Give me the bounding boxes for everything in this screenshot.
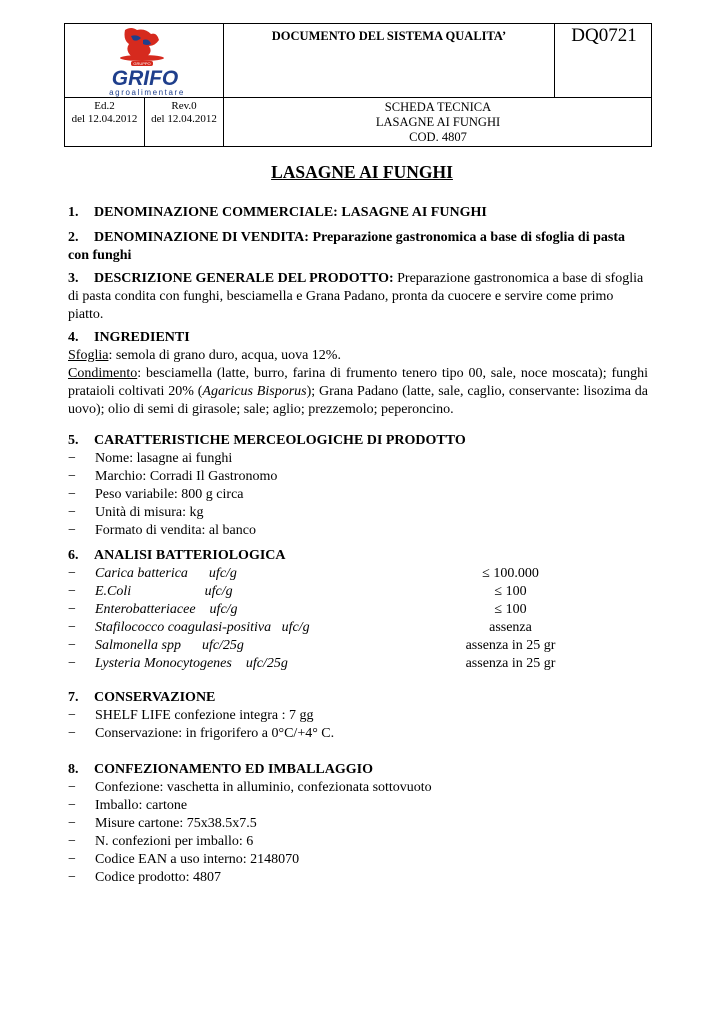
analysis-name: Carica batterica ufc/g xyxy=(95,566,237,581)
page-title: LASAGNE AI FUNGHI xyxy=(271,162,453,182)
section-6 xyxy=(68,547,648,673)
list-item: − Conservazione: in frigorifero a 0°C/+4° C. xyxy=(68,725,648,743)
section-number: 6. xyxy=(68,548,79,563)
edition-number: Ed.2 xyxy=(94,100,115,112)
section-1 xyxy=(68,204,648,222)
table-row: − Enterobatteriacee ufc/g ≤ 100 xyxy=(68,601,648,619)
table-row: − Lysteria Monocytogenes ufc/25g assenza in 25 gr xyxy=(68,655,648,673)
list-item: − Marchio: Corradi Il Gastronomo xyxy=(68,468,648,486)
list-item: − Peso variabile: 800 g circa xyxy=(68,486,648,504)
condimento-label: Condimento xyxy=(68,366,138,381)
condimento-species: Agaricus Bisporus xyxy=(202,384,307,399)
analysis-name: Lysteria Monocytogenes ufc/25g xyxy=(95,656,288,671)
section-3-label: DESCRIZIONE GENERALE DEL PRODOTTO: xyxy=(94,271,394,286)
list-item: − Confezione: vaschetta in alluminio, confezionata sottovuoto xyxy=(68,779,648,797)
scheda-type: SCHEDA TECNICA xyxy=(384,100,492,114)
section-3 xyxy=(68,270,648,324)
list-item: − Codice EAN a uso interno: 2148070 xyxy=(68,851,648,869)
analysis-name: E.Coli ufc/g xyxy=(95,584,233,599)
section-1-text: DENOMINAZIONE COMMERCIALE: LASAGNE AI FUNGHI xyxy=(94,205,487,220)
table-row: − Stafilococco coagulasi-positiva ufc/g assenza xyxy=(68,619,648,637)
section-heading: CONSERVAZIONE xyxy=(94,690,216,705)
section-heading: INGREDIENTI xyxy=(94,330,190,345)
scheda-info xyxy=(224,100,652,145)
analysis-name: Salmonella spp ufc/25g xyxy=(95,638,244,653)
logo-small-text: GRUPPO xyxy=(133,61,151,66)
section-number: 4. xyxy=(68,330,79,345)
section-2-label: DENOMINAZIONE DI VENDITA: xyxy=(94,230,309,245)
analysis-value: assenza xyxy=(489,620,532,635)
analysis-value: ≤ 100 xyxy=(494,584,527,599)
analysis-name: Stafilococco coagulasi-positiva ufc/g xyxy=(95,620,310,635)
list-item: − SHELF LIFE confezione integra : 7 gg xyxy=(68,707,648,725)
list-item: − Formato di vendita: al banco xyxy=(68,522,648,540)
section-2 xyxy=(68,229,648,265)
list-item: − N. confezioni per imballo: 6 xyxy=(68,833,648,851)
condimento-text: : besciamella (latte, burro, farina di frumento tenero tipo 00, sale, noce moscata); funghi prataioli coltivati 20% ( xyxy=(68,366,648,399)
analysis-name: Enterobatteriacee ufc/g xyxy=(95,602,238,617)
scheda-product: LASAGNE AI FUNGHI xyxy=(375,115,501,129)
section-heading: CARATTERISTICHE MERCEOLOGICHE DI PRODOTTO xyxy=(94,433,466,448)
grifo-logo xyxy=(65,24,223,97)
doc-code: DQ0721 xyxy=(571,25,637,46)
table-row: − Salmonella spp ufc/25g assenza in 25 gr xyxy=(68,637,648,655)
list-item: − Imballo: cartone xyxy=(68,797,648,815)
analysis-value: ≤ 100.000 xyxy=(482,566,539,581)
revision-date: del 12.04.2012 xyxy=(151,113,217,125)
section-2-text: Preparazione gastronomica a base di sfoglia di pasta con funghi xyxy=(68,230,625,263)
packaging-list xyxy=(68,779,648,887)
condimento-text-end: ); Grana Padano (latte, sale, caglio, conservante: lisozima da uovo); olio di semi di girasole; sale; aglio; prezzemolo; peperoncino. xyxy=(68,384,649,417)
doc-system-title: DOCUMENTO DEL SISTEMA QUALITA’ xyxy=(271,29,507,43)
sfoglia-text: : semola di grano duro, acqua, uova 12%. xyxy=(108,348,341,363)
section-number: 8. xyxy=(68,762,79,777)
list-item: − Codice prodotto: 4807 xyxy=(68,869,648,887)
section-3-text: Preparazione gastronomica a base di sfoglia di pasta condita con funghi, besciamella e Grana Padano, pronta da cuocere e servire come primo piatto. xyxy=(68,271,644,322)
section-number: 5. xyxy=(68,433,79,448)
section-number: 3. xyxy=(68,271,79,286)
sfoglia-label: Sfoglia xyxy=(68,348,109,363)
conservation-list xyxy=(68,707,648,743)
list-item: − Nome: lasagne ai funghi xyxy=(68,450,648,468)
table-row: − Carica batterica ufc/g ≤ 100.000 xyxy=(68,565,648,583)
section-heading: ANALISI BATTERIOLOGICA xyxy=(94,548,286,563)
section-number: 7. xyxy=(68,690,79,705)
analysis-value: assenza in 25 gr xyxy=(465,638,556,653)
section-5 xyxy=(68,432,648,540)
analysis-value: ≤ 100 xyxy=(494,602,527,617)
section-heading: CONFEZIONAMENTO ED IMBALLAGGIO xyxy=(94,762,373,777)
scheda-code: COD. 4807 xyxy=(409,130,467,144)
logo-subtitle-text: agroalimentare xyxy=(109,88,185,97)
table-row: − E.Coli ufc/g ≤ 100 xyxy=(68,583,648,601)
logo-brand-text: GRIFO xyxy=(111,67,179,90)
section-4 xyxy=(68,329,648,419)
edition-info xyxy=(65,100,144,126)
section-8 xyxy=(68,761,648,887)
section-7 xyxy=(68,689,648,743)
list-item: − Misure cartone: 75x38.5x7.5 xyxy=(68,815,648,833)
list-item: − Unità di misura: kg xyxy=(68,504,648,522)
document-header xyxy=(64,23,652,147)
analysis-value: assenza in 25 gr xyxy=(465,656,556,671)
revision-info xyxy=(145,100,223,126)
edition-date: del 12.04.2012 xyxy=(71,113,138,125)
divider xyxy=(65,97,651,98)
section-number: 2. xyxy=(68,230,79,245)
product-characteristics-list xyxy=(68,450,648,540)
section-number: 1. xyxy=(68,205,79,220)
revision-number: Rev.0 xyxy=(171,100,197,112)
